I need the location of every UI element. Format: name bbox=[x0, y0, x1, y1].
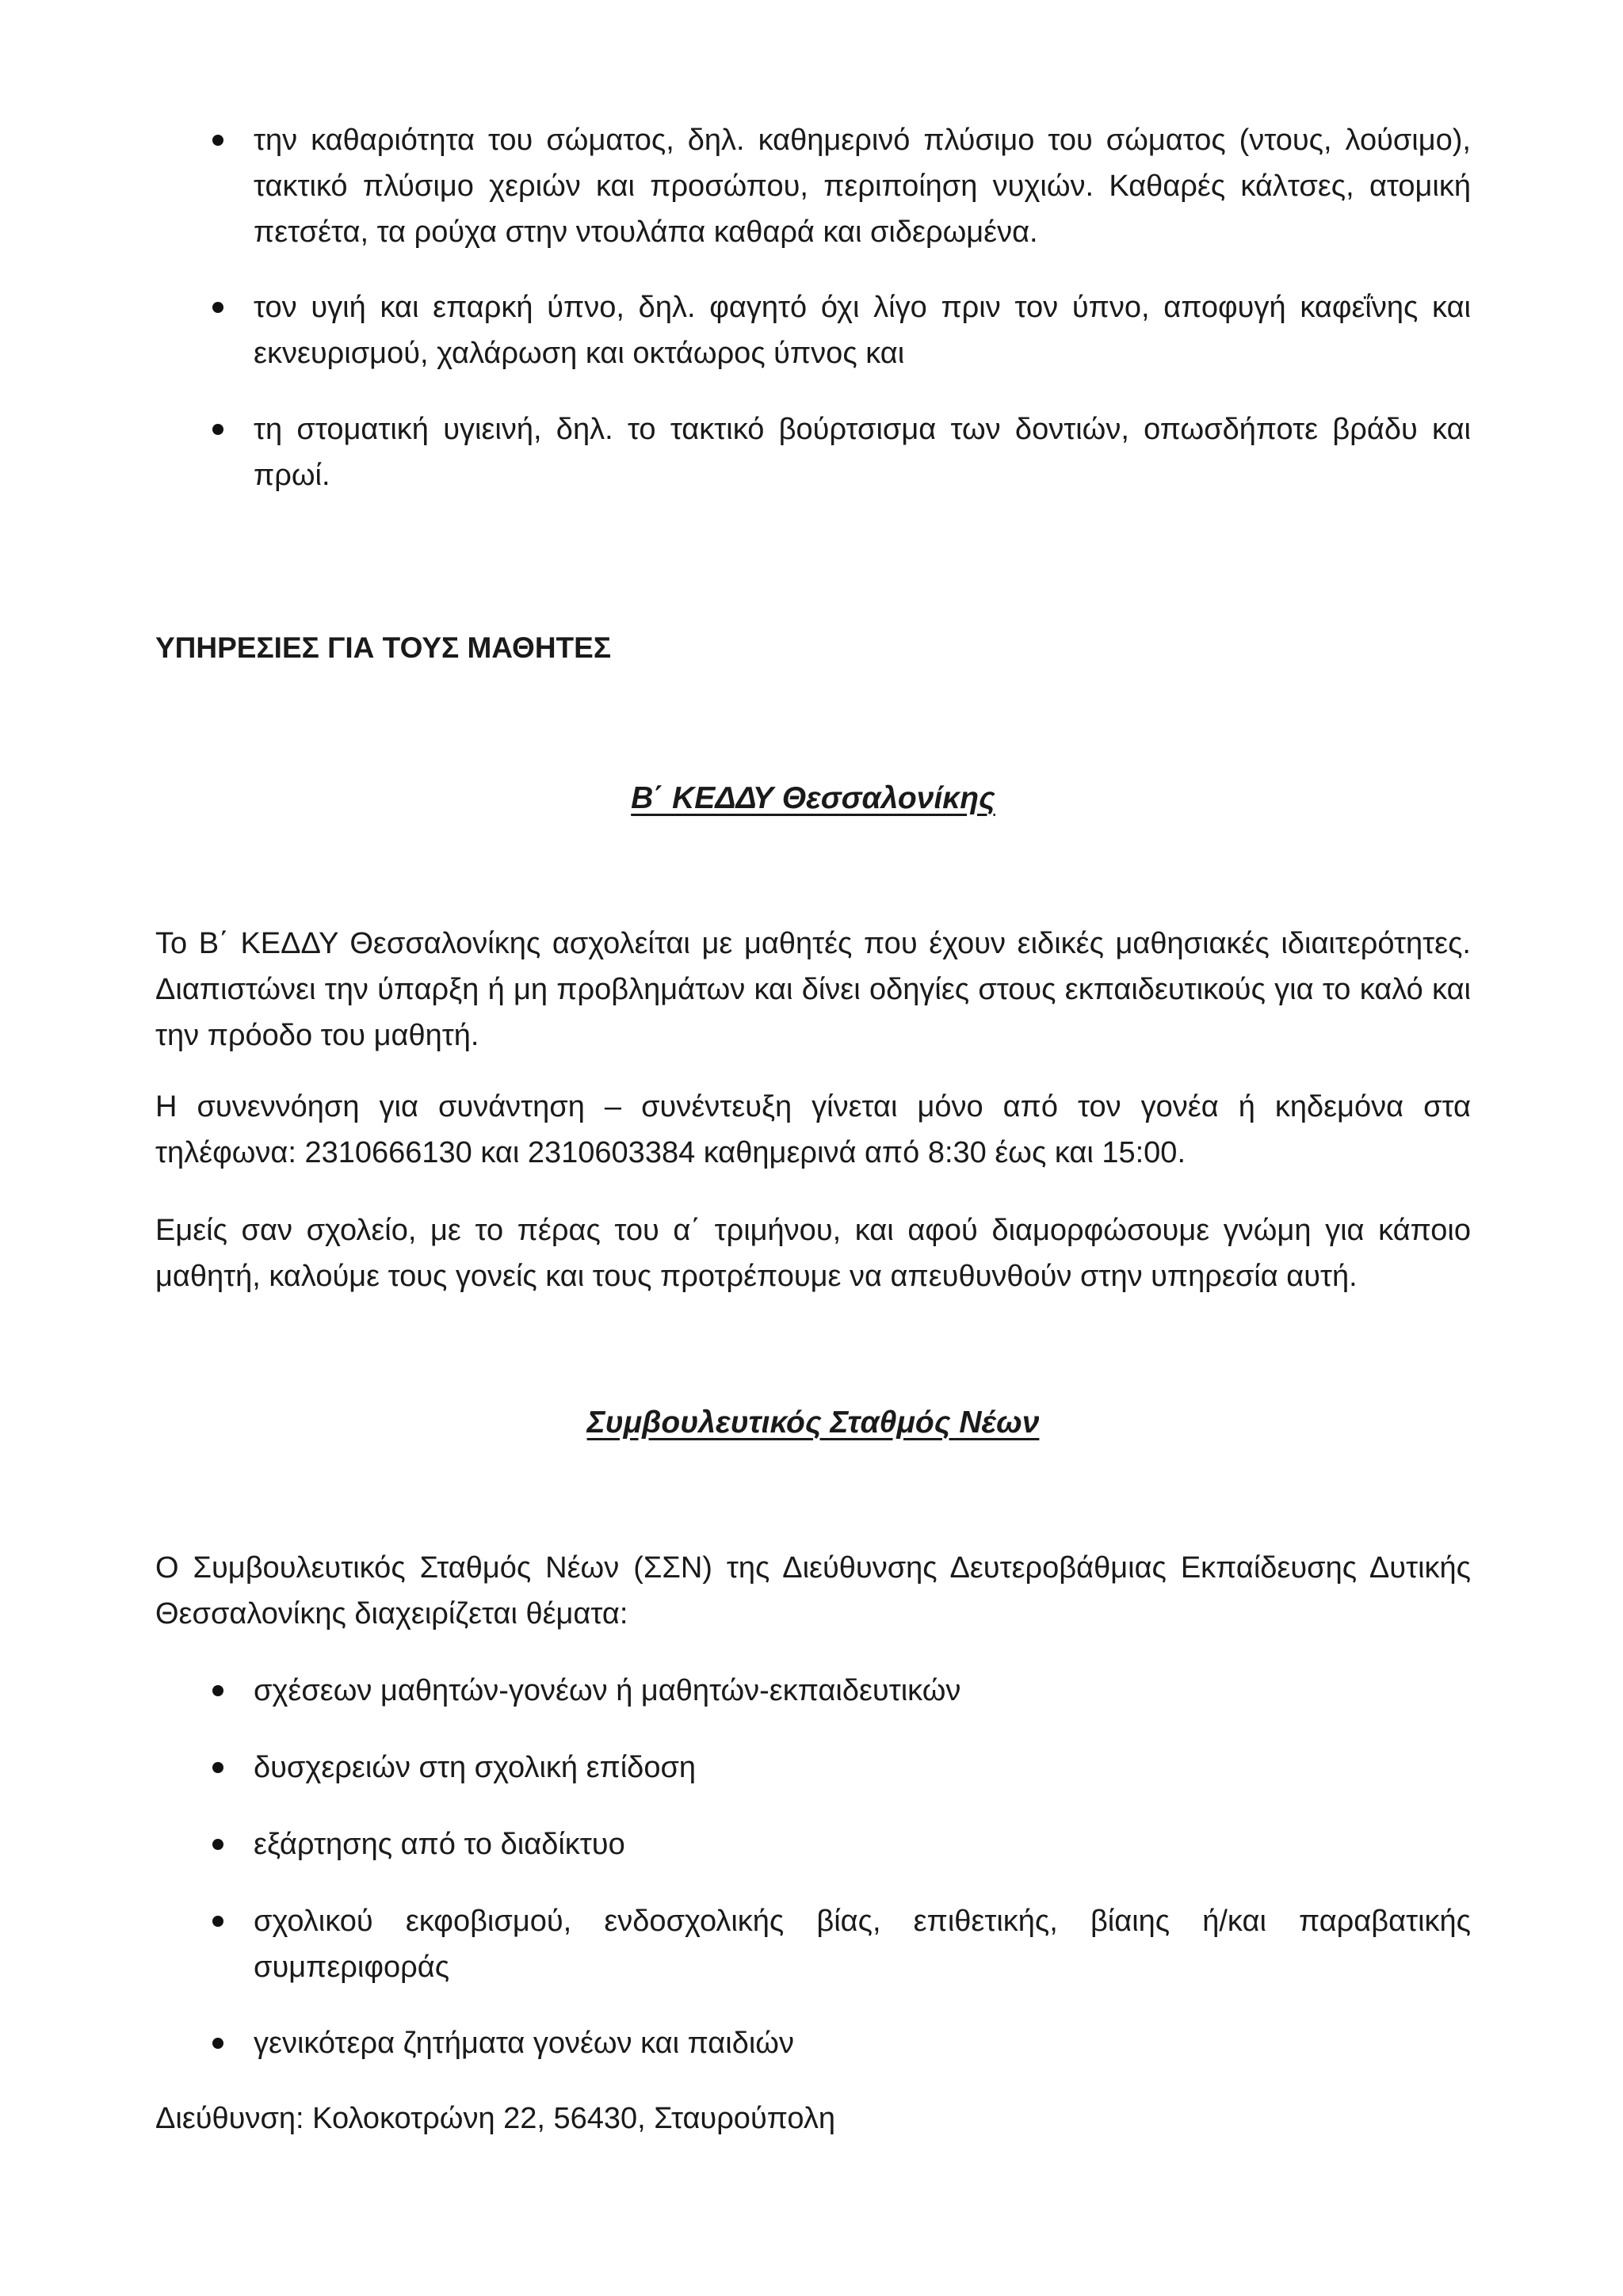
bullet-icon bbox=[212, 1762, 223, 1773]
bullet-icon bbox=[212, 2038, 223, 2049]
bullet-icon bbox=[212, 424, 223, 435]
keddy-paragraph-3: Εμείς σαν σχολείο, με το πέρας του α΄ τριμήνου, και αφού διαμορφώσουμε γνώμη για κάποιο μαθητή, καλούμε τους γονείς και τους προτρέπουμε να απευθυνθούν στην υπηρεσία αυτή. bbox=[155, 1214, 1471, 1293]
keddy-paragraph-1: Το Β΄ ΚΕΔΔΥ Θεσσαλονίκης ασχολείται με μαθητές που έχουν ειδικές μαθησιακές ιδιαιτερότητες. Διαπιστώνει την ύπαρξη ή μη προβλημάτων και δίνει οδηγίες στους εκπαιδευτικούς για το καλό και την πρόοδο του μαθητή. bbox=[155, 927, 1471, 1052]
hygiene-bullet-text: τον υγιή και επαρκή ύπνο, δηλ. φαγητό όχι λίγο πριν τον ύπνο, αποφυγή καφεΐνης και εκνευρισμού, χαλάρωση και οκτάωρος ύπνος και bbox=[254, 291, 1471, 370]
list-item bbox=[155, 1898, 1471, 1990]
bullet-icon bbox=[212, 135, 223, 146]
hygiene-bullet-teeth bbox=[155, 406, 1471, 498]
hygiene-bullet-text: την καθαριότητα του σώματος, δηλ. καθημερινό πλύσιμο του σώματος (ντους, λούσιμο), τακτικό πλύσιμο χεριών και προσώπου, περιποίηση νυχιών. Καθαρές κάλτσες, ατομική πετσέτα, τα ρούχα στην ντουλάπα καθαρά και σιδερωμένα. bbox=[254, 124, 1471, 249]
ssn-topic-text: δυσχερειών στη σχολική επίδοση bbox=[254, 1751, 697, 1784]
ssn-topic-text: σχέσεων μαθητών-γονέων ή μαθητών-εκπαιδευτικών bbox=[254, 1674, 961, 1707]
ssn-topic-text: εξάρτησης από το διαδίκτυο bbox=[254, 1828, 625, 1861]
list-item bbox=[155, 1821, 1471, 1867]
ssn-intro: Ο Συμβουλευτικός Σταθμός Νέων (ΣΣΝ) της Διεύθυνσης Δευτεροβάθμιας Εκπαίδευσης Δυτικής Θεσσαλονίκης διαχειρίζεται θέματα: bbox=[155, 1551, 1471, 1630]
ssn-topic-text: σχολικού εκφοβισμού, ενδοσχολικής βίας, επιθετικής, βίαιης ή/και παραβατικής συμπεριφοράς bbox=[254, 1905, 1471, 1984]
list-item bbox=[155, 2020, 1471, 2066]
keddy-title: Β΄ ΚΕΔΔΥ Θεσσαλονίκης bbox=[631, 781, 995, 815]
hygiene-bullet-sleep bbox=[155, 284, 1471, 376]
ssn-address: Διεύθυνση: Κολοκοτρώνη 22, 56430, Σταυρούπολη bbox=[155, 2102, 835, 2135]
hygiene-bullet-list bbox=[155, 117, 1471, 492]
hygiene-bullet-body bbox=[155, 117, 1471, 255]
services-heading: ΥΠΗΡΕΣΙΕΣ ΓΙΑ ΤΟΥΣ ΜΑΘΗΤΕΣ bbox=[155, 631, 612, 664]
bullet-icon bbox=[212, 1916, 223, 1927]
hygiene-bullet-text: τη στοματική υγιεινή, δηλ. το τακτικό βούρτσισμα των δοντιών, οπωσδήποτε βράδυ και πρωί. bbox=[254, 413, 1471, 492]
list-item bbox=[155, 1668, 1471, 1714]
bullet-icon bbox=[212, 302, 223, 313]
ssn-topic-text: γενικότερα ζητήματα γονέων και παιδιών bbox=[254, 2027, 794, 2060]
ssn-title: Συμβουλευτικός Σταθμός Νέων bbox=[586, 1405, 1040, 1440]
bullet-icon bbox=[212, 1685, 223, 1696]
keddy-paragraph-2: Η συνεννόηση για συνάντηση – συνέντευξη γίνεται μόνο από τον γονέα ή κηδεμόνα στα τηλέφωνα: 2310666130 και 2310603384 καθημερινά από 8:30 έως και 15:00. bbox=[155, 1090, 1471, 1169]
bullet-icon bbox=[212, 1839, 223, 1850]
list-item bbox=[155, 1745, 1471, 1791]
